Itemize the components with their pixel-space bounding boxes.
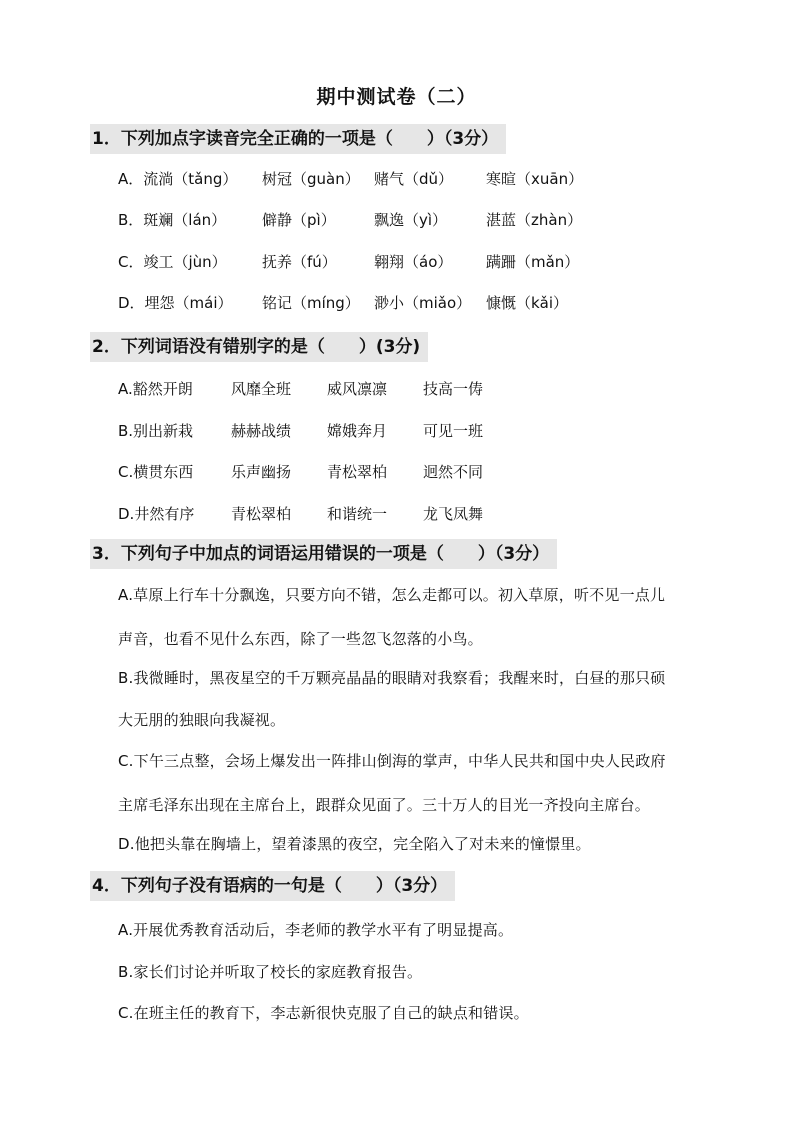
q1-b-item-3: 飘逸（yì） xyxy=(374,211,448,229)
q2-b-item-2: 赫赫战绩 xyxy=(231,422,292,440)
q3-option-c-line-2: 主席毛泽东出现在主席台上，跟群众见面了。三十万人的目光一齐投向主席台。 xyxy=(118,796,651,814)
question-2-heading: 2．下列词语没有错别字的是（ ）(3分) xyxy=(90,332,428,362)
question-1-heading: 1．下列加点字读音完全正确的一项是（ ）（3分） xyxy=(90,124,506,154)
question-4-heading: 4．下列句子没有语病的一句是（ ）（3分） xyxy=(90,871,455,901)
q2-d-item-4: 龙飞凤舞 xyxy=(423,505,484,523)
q1-b-item-4: 湛蓝（zhàn） xyxy=(486,211,583,229)
q2-a-item-3: 威风凛凛 xyxy=(327,380,388,398)
q1-a-item-4: 寒暄（xuān） xyxy=(486,170,584,188)
q2-d-item-3: 和谐统一 xyxy=(327,505,388,523)
q3-option-c-line-1: C.下午三点整，会场上爆发出一阵排山倒海的掌声，中华人民共和国中央人民政府 xyxy=(118,752,666,770)
q1-c-item-2: 抚养（fú） xyxy=(262,253,337,271)
q1-c-item-1: C．竣工（jùn） xyxy=(118,253,227,271)
page-title: 期中测试卷（二） xyxy=(316,86,477,108)
q2-d-item-2: 青松翠柏 xyxy=(231,505,292,523)
q4-option-a: A.开展优秀教育活动后，李老师的教学水平有了明显提高。 xyxy=(118,921,514,939)
q1-d-item-3: 渺小（miǎo） xyxy=(374,294,472,312)
q1-d-item-4: 慷慨（kǎi） xyxy=(486,294,569,312)
q1-c-item-3: 翱翔（áo） xyxy=(374,253,453,271)
q2-b-item-3: 嫦娥奔月 xyxy=(327,422,388,440)
q2-a-item-4: 技高一俦 xyxy=(423,380,484,398)
q2-c-item-2: 乐声幽扬 xyxy=(231,463,292,481)
q2-a-item-2: 风靡全班 xyxy=(231,380,292,398)
q1-b-item-2: 僻静（pì） xyxy=(262,211,336,229)
q1-a-item-1: A．流淌（tǎng） xyxy=(118,170,238,188)
q1-b-item-1: B．斑斓（lán） xyxy=(118,211,227,229)
q1-d-item-2: 铭记（míng） xyxy=(262,294,360,312)
question-3-heading: 3．下列句子中加点的词语运用错误的一项是（ ）（3分） xyxy=(90,539,557,569)
q2-a-item-1: A.豁然开朗 xyxy=(118,380,193,398)
q3-option-a-line-2: 声音，也看不见什么东西，除了一些忽飞忽落的小鸟。 xyxy=(118,630,483,648)
q3-option-b-line-2: 大无朋的独眼向我凝视。 xyxy=(118,711,286,729)
q3-option-d-line-1: D.他把头靠在胸墙上，望着漆黑的夜空，完全陷入了对未来的憧憬里。 xyxy=(118,835,591,853)
q2-b-item-4: 可见一班 xyxy=(423,422,484,440)
q3-option-a-line-1: A.草原上行车十分飘逸，只要方向不错，怎么走都可以。初入草原，听不见一点儿 xyxy=(118,586,666,604)
q1-a-item-2: 树冠（guàn） xyxy=(262,170,360,188)
q2-d-item-1: D.井然有序 xyxy=(118,505,195,523)
q2-c-item-4: 迥然不同 xyxy=(423,463,484,481)
q4-option-b: B.家长们讨论并听取了校长的家庭教育报告。 xyxy=(118,963,423,981)
q2-c-item-3: 青松翠柏 xyxy=(327,463,388,481)
q1-c-item-4: 蹒跚（mǎn） xyxy=(486,253,580,271)
q3-option-b-line-1: B.我微睡时，黑夜星空的千万颗亮晶晶的眼睛对我察看；我醒来时，白昼的那只硕 xyxy=(118,669,666,687)
q1-a-item-3: 赌气（dǔ） xyxy=(374,170,454,188)
q2-c-item-1: C.横贯东西 xyxy=(118,463,194,481)
q4-option-c: C.在班主任的教育下，李志新很快克服了自己的缺点和错误。 xyxy=(118,1004,529,1022)
q1-d-item-1: D．埋怨（mái） xyxy=(118,294,233,312)
q2-b-item-1: B.别出新栽 xyxy=(118,422,194,440)
